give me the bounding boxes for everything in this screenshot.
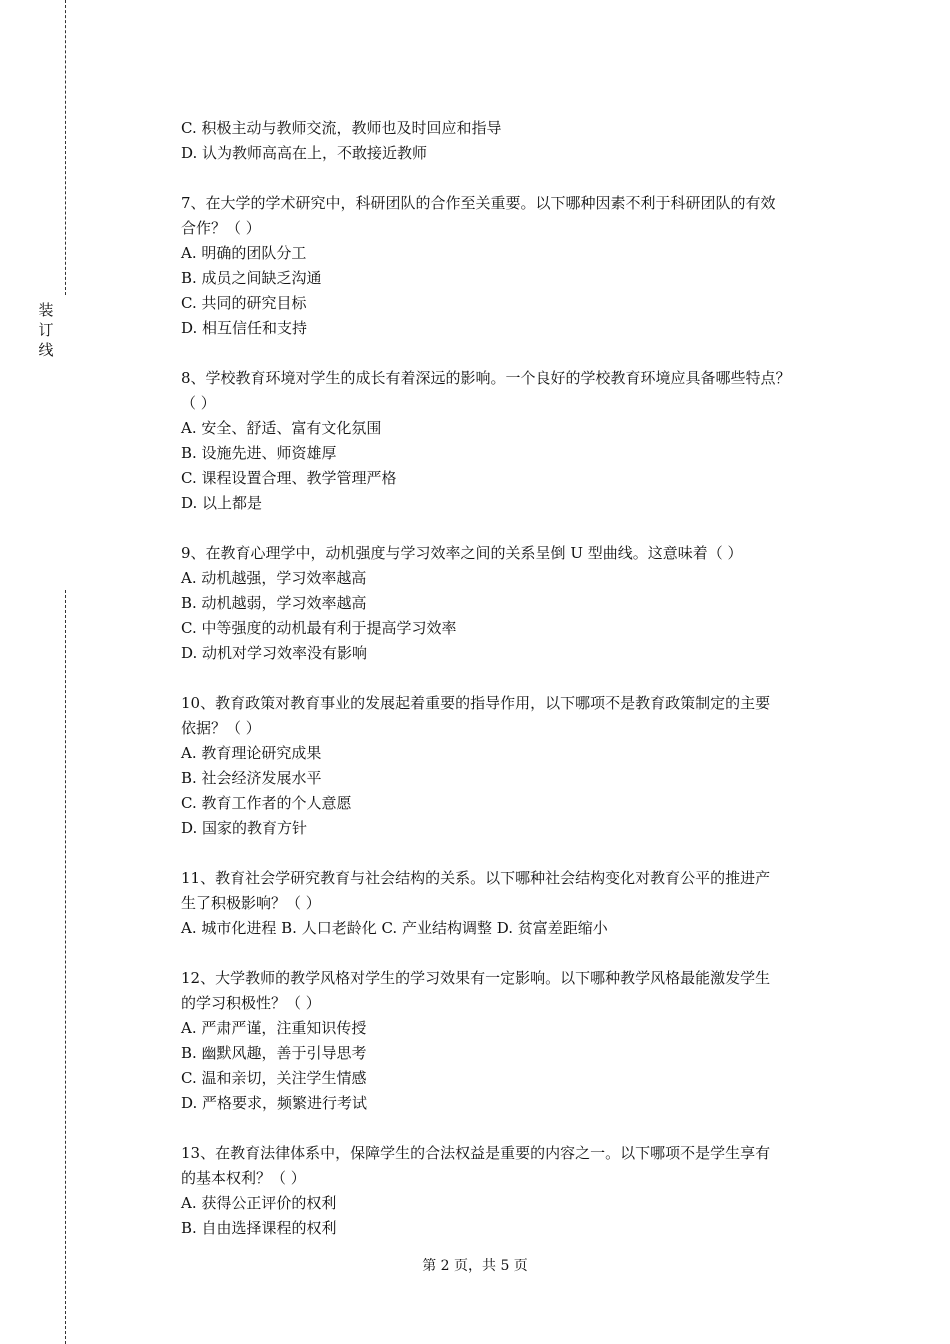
question-stem: 8、学校教育环境对学生的成长有着深远的影响。一个良好的学校教育环境应具备哪些特点？ <box>181 369 791 387</box>
option-a: A. 教育理论研究成果 <box>181 744 322 762</box>
question-9 <box>181 541 849 666</box>
option-c: C. 共同的研究目标 <box>181 294 307 312</box>
option-d: D. 国家的教育方针 <box>181 819 308 837</box>
option-c: C. 教育工作者的个人意愿 <box>181 794 352 812</box>
spacer <box>181 1116 849 1141</box>
spacer <box>181 941 849 966</box>
option-b: B. 成员之间缺乏沟通 <box>181 269 322 287</box>
option-a: A. 明确的团队分工 <box>181 244 307 262</box>
option-c: C. 中等强度的动机最有利于提高学习效率 <box>181 619 457 637</box>
option-d: D. 以上都是 <box>181 494 263 512</box>
question-stem-cont: 的学习积极性？（ ） <box>181 994 321 1012</box>
spacer <box>181 666 849 691</box>
question-stem-cont: 的基本权利？（ ） <box>181 1169 306 1187</box>
binding-dashed-line-top <box>65 0 66 295</box>
option-c: C. 温和亲切，关注学生情感 <box>181 1069 367 1087</box>
question-stem-cont: 合作？（ ） <box>181 219 261 237</box>
option-a: A. 动机越强，学习效率越高 <box>181 569 367 587</box>
question-8 <box>181 366 849 516</box>
question-stem: 11、教育社会学研究教育与社会结构的关系。以下哪种社会结构变化对教育公平的推进产 <box>181 869 771 887</box>
question-10 <box>181 691 849 841</box>
option-b: B. 社会经济发展水平 <box>181 769 322 787</box>
question-stem: 13、在教育法律体系中，保障学生的合法权益是重要的内容之一。以下哪项不是学生享有 <box>181 1144 771 1162</box>
question-stem-cont: 依据？（ ） <box>181 719 261 737</box>
page-footer: 第 2 页，共 5 页 <box>422 1258 528 1274</box>
question-stem-cont: 生了积极影响？（ ） <box>181 894 321 912</box>
option-b: B. 幽默风趣，善于引导思考 <box>181 1044 367 1062</box>
option-b: B. 动机越弱，学习效率越高 <box>181 594 367 612</box>
binding-char: 线 <box>38 341 54 359</box>
option-a: A. 安全、舒适、富有文化氛围 <box>181 419 382 437</box>
option-a: A. 获得公正评价的权利 <box>181 1194 337 1212</box>
option-a: A. 严肃严谨，注重知识传授 <box>181 1019 367 1037</box>
exam-content <box>181 116 849 1241</box>
question-stem: 12、大学教师的教学风格对学生的学习效果有一定影响。以下哪种教学风格最能激发学生 <box>181 969 771 987</box>
option-b: B. 设施先进、师资雄厚 <box>181 444 337 462</box>
options-inline: A. 城市化进程 B. 人口老龄化 C. 产业结构调整 D. 贫富差距缩小 <box>181 919 608 937</box>
carryover-options <box>181 116 849 166</box>
option-d: D. 严格要求，频繁进行考试 <box>181 1094 368 1112</box>
binding-char: 装 <box>38 301 54 319</box>
binding-dashed-line-bottom <box>65 590 66 1344</box>
question-stem-cont: （ ） <box>181 394 216 412</box>
binding-char: 订 <box>38 321 54 339</box>
option-b: B. 自由选择课程的权利 <box>181 1219 337 1237</box>
spacer <box>181 516 849 541</box>
question-12 <box>181 966 849 1116</box>
option-d: D. 相互信任和支持 <box>181 319 308 337</box>
question-stem: 10、教育政策对教育事业的发展起着重要的指导作用，以下哪项不是教育政策制定的主要 <box>181 694 771 712</box>
spacer <box>181 341 849 366</box>
question-7 <box>181 191 849 341</box>
question-13 <box>181 1141 849 1241</box>
question-stem: 7、在大学的学术研究中，科研团队的合作至关重要。以下哪种因素不利于科研团队的有效 <box>181 194 776 212</box>
binding-label <box>36 300 56 360</box>
spacer <box>181 841 849 866</box>
option-c: C. 课程设置合理、教学管理严格 <box>181 469 397 487</box>
option-c: C. 积极主动与教师交流，教师也及时回应和指导 <box>181 119 502 137</box>
option-d: D. 认为教师高高在上，不敢接近教师 <box>181 144 428 162</box>
spacer <box>181 166 849 191</box>
question-11 <box>181 866 849 941</box>
option-d: D. 动机对学习效率没有影响 <box>181 644 368 662</box>
question-stem: 9、在教育心理学中，动机强度与学习效率之间的关系呈倒 U 型曲线。这意味着（ ） <box>181 544 743 562</box>
